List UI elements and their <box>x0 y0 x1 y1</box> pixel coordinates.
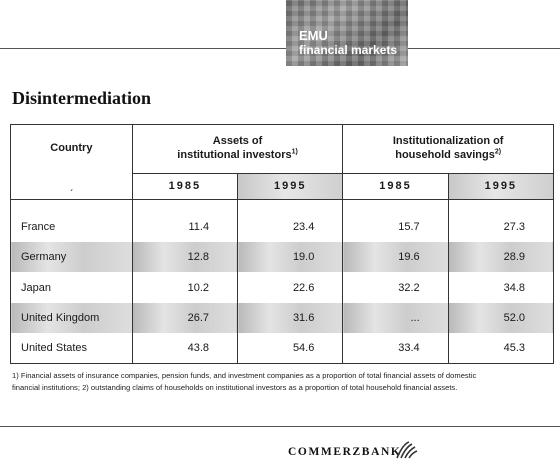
value-cell: 33.4 <box>343 333 448 363</box>
year-header: 1995 <box>448 173 553 199</box>
footnote-marker-2: 2) <box>494 148 502 156</box>
country-cell: Germany <box>11 242 133 272</box>
group-header-assets <box>132 125 343 174</box>
banner-title-line2: financial markets <box>299 43 398 57</box>
value-cell: 12.8 <box>132 242 237 272</box>
year-header: 1985 <box>343 173 448 199</box>
value-cell: 31.6 <box>238 303 343 333</box>
value-cell: 10.2 <box>132 272 237 302</box>
group-header-household <box>343 125 554 174</box>
group-header-household-line1: Institutionalization of <box>392 135 504 148</box>
value-cell: 54.6 <box>238 333 343 363</box>
value-cell: 34.8 <box>448 272 553 302</box>
value-cell: 19.6 <box>343 242 448 272</box>
disintermediation-table <box>10 124 554 364</box>
table-row <box>11 242 554 272</box>
value-cell: 52.0 <box>448 303 553 333</box>
table-footnote <box>12 370 548 394</box>
value-cell: ... <box>343 303 448 333</box>
banner-title-line1: EMU <box>299 28 328 43</box>
brand-name: COMMERZBANK <box>288 446 402 458</box>
commerzbank-wave-logo-icon <box>395 440 419 460</box>
footnote-marker-1: 1) <box>291 148 298 156</box>
country-column-header: Country <box>11 125 133 174</box>
table-row <box>11 303 554 333</box>
page-title: Disintermediation <box>12 88 151 108</box>
year-blank-cell: ˏ <box>11 173 133 199</box>
table-row <box>11 272 554 302</box>
value-cell: 19.0 <box>238 242 343 272</box>
country-cell: United Kingdom <box>11 303 133 333</box>
table-header-row <box>11 125 554 174</box>
group-header-assets-line1: Assets of <box>212 135 263 148</box>
footer-rule <box>0 426 560 427</box>
group-header-household-line2: household savings <box>395 148 495 161</box>
table-row <box>11 333 554 363</box>
table-row <box>11 212 554 242</box>
value-cell: 32.2 <box>343 272 448 302</box>
value-cell: 15.7 <box>343 212 448 242</box>
header-rule <box>0 48 560 49</box>
footnote-line-1: 1) Financial assets of insurance companies, pension funds, and investment companies as a proportion of total financial assets of domestic <box>12 371 477 380</box>
value-cell: 22.6 <box>238 272 343 302</box>
value-cell: 11.4 <box>132 212 237 242</box>
value-cell: 43.8 <box>132 333 237 363</box>
value-cell: 27.3 <box>448 212 553 242</box>
value-cell: 23.4 <box>238 212 343 242</box>
year-header: 1995 <box>238 173 343 199</box>
value-cell: 28.9 <box>448 242 553 272</box>
country-cell: Japan <box>11 272 133 302</box>
year-header: 1985 <box>132 173 237 199</box>
value-cell: 45.3 <box>448 333 553 363</box>
footnote-line-2: financial institutions; 2) outstanding claims of households on institutional investors as a proportion of total household financial assets. <box>12 383 458 392</box>
year-header-row <box>11 173 554 199</box>
country-cell: United States <box>11 333 133 363</box>
group-header-assets-line2: institutional investors <box>177 148 292 161</box>
table-spacer <box>11 199 554 211</box>
country-cell: France <box>11 212 133 242</box>
value-cell: 26.7 <box>132 303 237 333</box>
header-banner <box>286 0 408 66</box>
